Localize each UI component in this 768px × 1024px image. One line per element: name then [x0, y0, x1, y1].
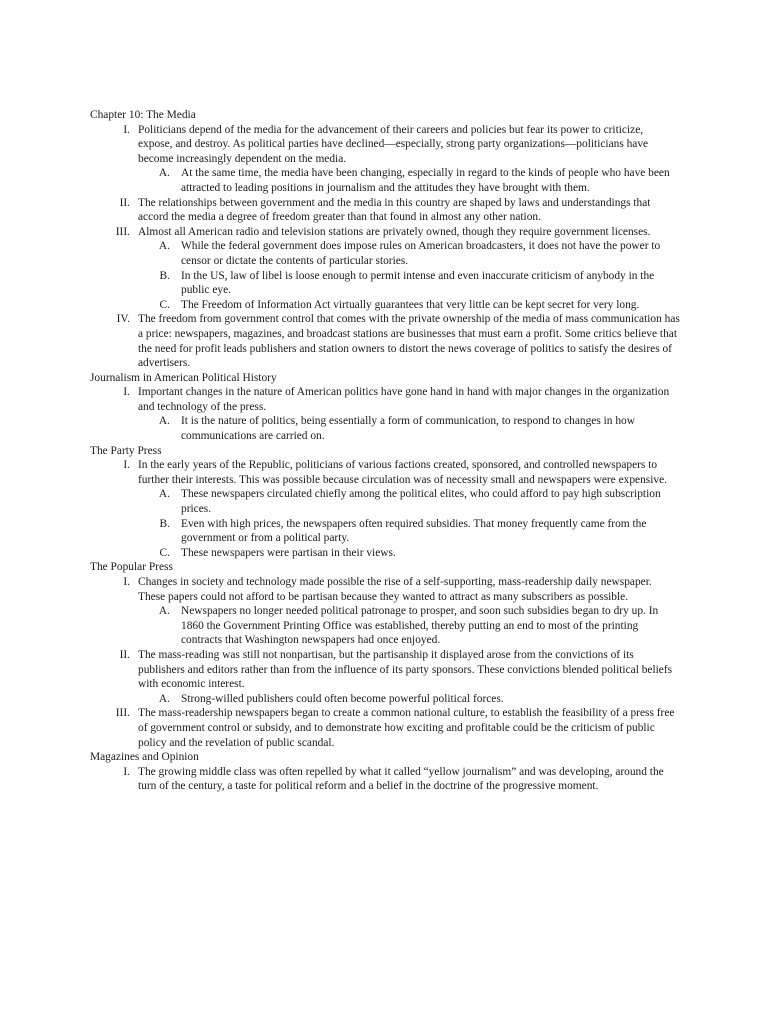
- outline-subitem: [90, 269, 680, 298]
- outline-subitem: [90, 414, 680, 443]
- outline-text: At the same time, the media have been changing, especially in regard to the kinds of people who have been attracted to leading positions in journalism and the attitudes they have brought with them.: [181, 167, 670, 194]
- outline-text: The freedom from government control that comes with the private ownership of the media of mass communication has a price: newspapers, magazines, and broadcast stations are businesses that must earn a profit. Some critics believe that the need for profit leads publishers and station owners to distort the news coverage of politics to satisfy the desires of advertisers.: [138, 313, 680, 370]
- outline-text: While the federal government does impose rules on American broadcasters, it does not have the power to censor or dictate the contents of particular stories.: [181, 240, 661, 267]
- outline-item: [90, 123, 680, 167]
- outline-text: Even with high prices, the newspapers often required subsidies. That money frequently came from the government or from a political party.: [181, 517, 647, 545]
- outline-marker: A.: [158, 167, 170, 180]
- outline-text: Strong-willed publishers could often become powerful political forces.: [181, 692, 504, 705]
- outline-item: [90, 312, 680, 370]
- outline-item: [90, 225, 680, 240]
- outline-subitem: [90, 546, 680, 561]
- outline-text: The growing middle class was often repelled by what it called “yellow journalism” and was developing, around the turn of the century, a taste for political reform and a belief in the doctrine of the progressive moment.: [138, 765, 664, 793]
- outline-subitem: [90, 487, 680, 516]
- outline-text: Changes in society and technology made possible the rise of a self-supporting, mass-readership daily newspaper. These papers could not afford to be partisan because they wanted to attract as many subscribers as possible.: [138, 576, 652, 603]
- outline-marker: C.: [159, 298, 170, 311]
- section-heading: The Party Press: [90, 444, 162, 457]
- outline-marker: III.: [115, 225, 130, 238]
- outline-marker: I.: [123, 123, 130, 136]
- outline-subitem: [90, 692, 680, 707]
- outline-text: The Freedom of Information Act virtually guarantees that very little can be kept secret for very long.: [181, 298, 640, 311]
- outline-marker: A.: [158, 692, 170, 705]
- outline-text: Almost all American radio and television stations are privately owned, though they require government licenses.: [138, 225, 651, 238]
- outline-marker: II.: [119, 648, 130, 661]
- outline-item: [90, 765, 680, 794]
- outline-marker: A.: [158, 605, 170, 618]
- outline-marker: I.: [123, 576, 130, 588]
- outline-item: [90, 196, 680, 225]
- outline-text: Politicians depend of the media for the advancement of their careers and policies but fear its power to criticize, expose, and destroy. As political parties have declined—especially, strong party organizations—politicians have become increasingly dependent on the media.: [138, 123, 649, 165]
- outline-text: The mass-reading was still not nonpartisan, but the partisanship it displayed arose from the convictions of its publishers and editors rather than from the influence of its party sponsors. These convictions blended political beliefs with economic interest.: [138, 648, 673, 691]
- outline-item: [90, 385, 680, 414]
- outline-marker: I.: [123, 459, 130, 472]
- outline-text: Newspapers no longer needed political patronage to prosper, and soon such subsidies began to dry up. In 1860 the Government Printing Office was established, thereby putting an end to most of the printing contracts that Washington newspapers had once enjoyed.: [181, 605, 659, 647]
- outline-text: In the US, law of libel is loose enough to permit intense and even inaccurate criticism of anybody in the public eye.: [181, 269, 655, 297]
- outline-text: These newspapers were partisan in their views.: [181, 546, 396, 559]
- outline-marker: II.: [119, 196, 130, 209]
- outline-marker: A.: [158, 415, 170, 428]
- section-heading: The Popular Press: [90, 561, 173, 574]
- outline-item: [90, 575, 680, 604]
- outline-subitem: [90, 166, 680, 195]
- outline-text: The mass-readership newspapers began to create a common national culture, to establish the feasibility of a press free of government control or subsidy, and to demonstrate how exciting and profitable could be the criticism of public policy and the revelation of public scandal.: [138, 707, 675, 749]
- outline-subitem: [90, 604, 680, 648]
- outline-text: In the early years of the Republic, politicians of various factions created, sponsored, and controlled newspapers to further their interests. This was possible because circulation was of necessity small and newspapers were expensive.: [138, 459, 667, 486]
- section-heading: Magazines and Opinion: [90, 751, 199, 764]
- outline-text: Important changes in the nature of American politics have gone hand in hand with major changes in the organization and technology of the press.: [138, 386, 670, 413]
- section-heading: Journalism in American Political History: [90, 371, 277, 384]
- outline-text: These newspapers circulated chiefly among the political elites, who could afford to pay high subscription prices.: [181, 488, 661, 516]
- outline-item: [90, 458, 680, 487]
- outline-subitem: [90, 298, 680, 313]
- outline-subitem: [90, 517, 680, 546]
- outline-marker: B.: [159, 269, 170, 282]
- outline-marker: B.: [159, 517, 170, 530]
- outline-item: [90, 706, 680, 750]
- outline-text: It is the nature of politics, being essentially a form of communication, to respond to changes in how communications are carried on.: [181, 415, 635, 443]
- outline-marker: III.: [115, 707, 130, 720]
- outline-marker: I.: [123, 765, 130, 778]
- document-page: [90, 108, 680, 794]
- section-heading: Chapter 10: The Media: [90, 109, 196, 121]
- outline-marker: IV.: [116, 313, 130, 326]
- outline-subitem: [90, 239, 680, 268]
- outline-item: [90, 648, 680, 692]
- outline-marker: A.: [158, 240, 170, 253]
- outline-marker: C.: [159, 546, 170, 559]
- outline-marker: A.: [158, 488, 170, 501]
- outline-marker: I.: [123, 386, 130, 399]
- outline-text: The relationships between government and the media in this country are shaped by laws and understandings that accord the media a degree of freedom greater than that found in almost any other nation.: [138, 196, 651, 224]
